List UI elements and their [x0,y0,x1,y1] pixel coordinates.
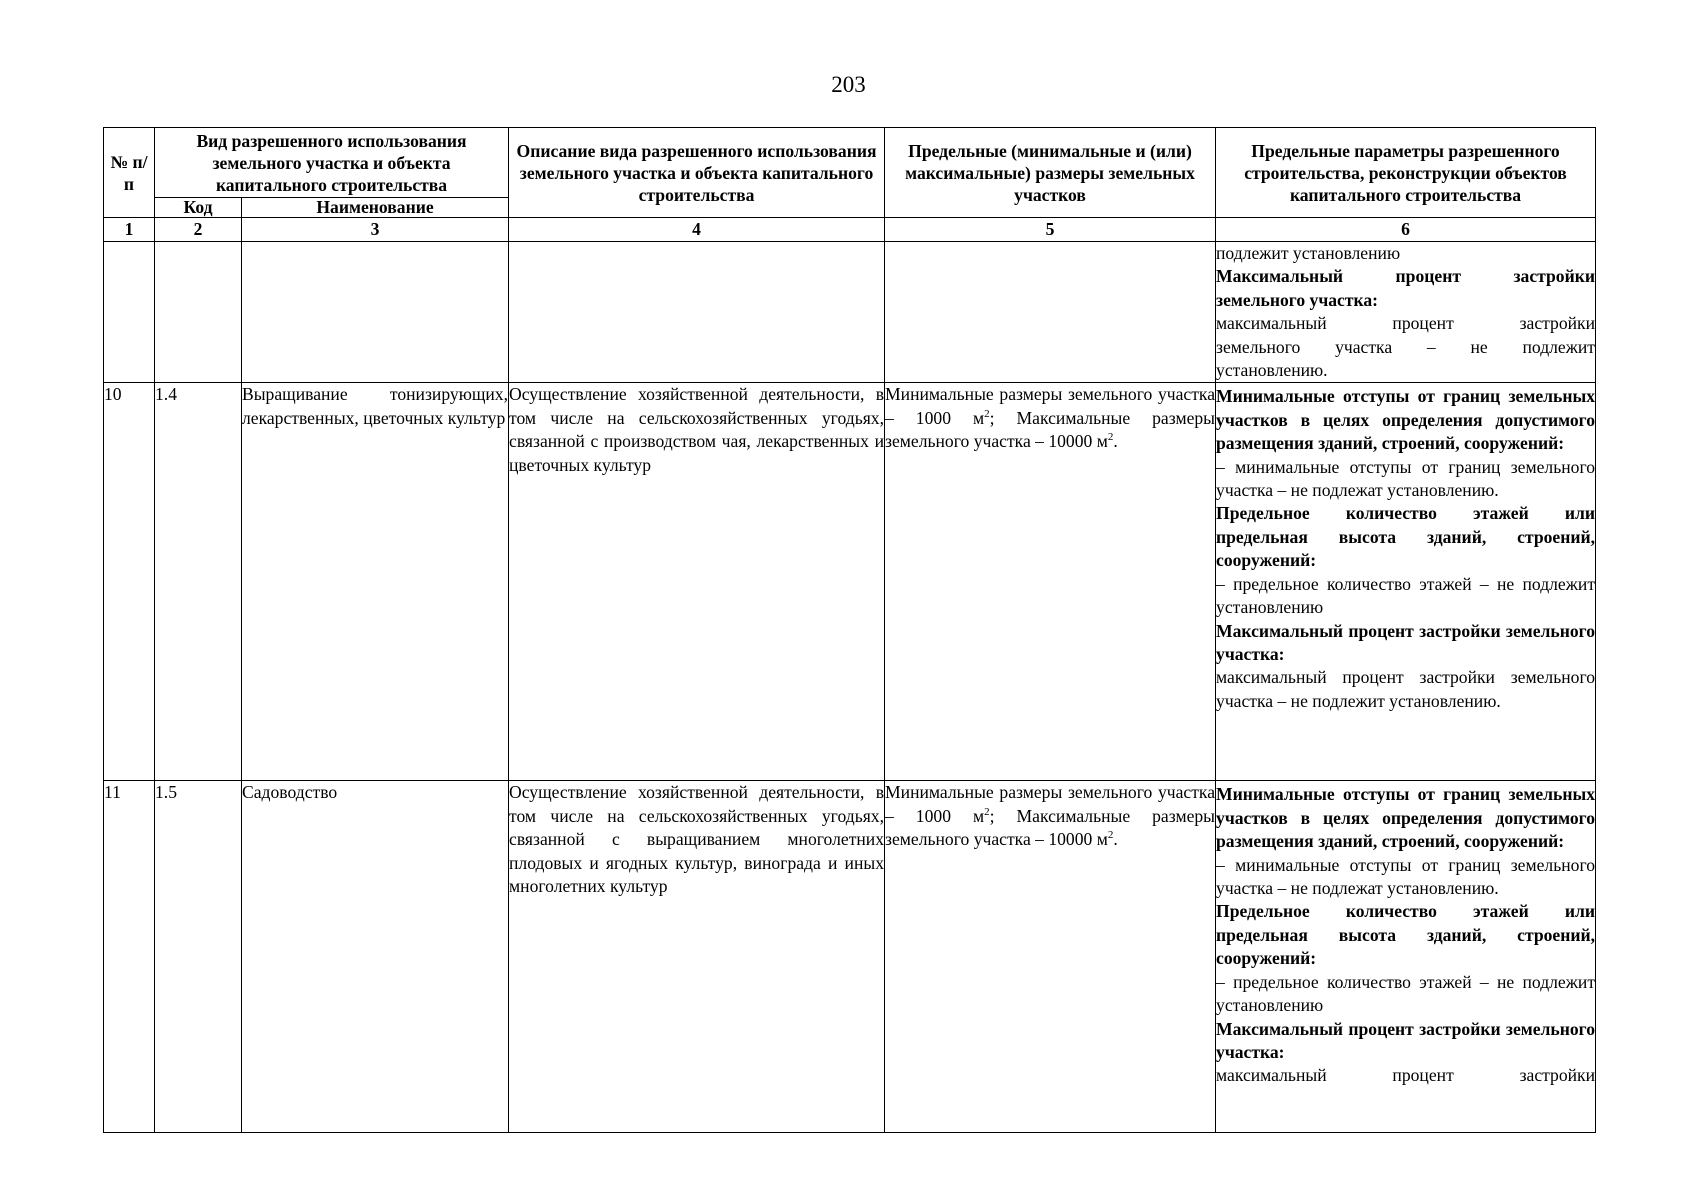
continuation-line: максимальный процент застройки [1216,313,1596,334]
max-size-text: Максимальные размеры земельного участка – 10000 м [885,407,1216,452]
row-sizes [885,781,1216,1133]
row-params [1216,781,1596,1133]
min-size-text: Минимальные размеры земельного участка – 1000 м [885,782,1216,826]
floors-title: Предельное количество этажей или предельная высота зданий, строений, сооружений: [1216,901,1596,969]
min-size-sup: 2 [984,805,990,818]
header-params: Предельные параметры разрешенного строительства, реконструкции объектов капитального строительства [1216,128,1596,218]
coverage-title: Максимальный процент застройки земельного участка: [1216,1018,1596,1062]
header-num: № п/п [104,128,155,218]
row-description: Осуществление хозяйственной деятельности, в том числе на сельскохозяйственных угодьях, связанной с производством чая, лекарственных и цветочных культур [509,383,885,781]
setbacks-text: – минимальные отступы от границ земельного участка – не подлежат установлению. [1216,854,1596,899]
land-use-table [103,127,1596,1133]
continuation-line: подлежит установлению [1216,243,1401,263]
floors-title: Предельное количество этажей или предельная высота зданий, строений, сооружений: [1216,503,1596,571]
header-name: Наименование [242,198,509,218]
row-sizes [885,383,1216,781]
coverage-text: максимальный процент застройки земельного участка – не подлежит установлению. [1216,667,1596,711]
table-row [104,781,1596,1133]
continuation-line: установлению. [1216,360,1328,381]
max-size-end: . [1113,431,1118,452]
row-num: 10 [104,383,155,781]
max-size-sup: 2 [1107,431,1114,444]
coverage-text: максимальный процент застройки [1216,1065,1596,1086]
header-sizes: Предельные (минимальные и (или) максимальные) размеры земельных участков [885,128,1216,218]
params-cell-continuation [1216,242,1596,383]
column-number: 4 [509,218,885,242]
header-code: Код [155,198,242,218]
min-size-end: ; [989,805,995,826]
row-code: 1.5 [155,781,242,1133]
max-size-sup: 2 [1107,829,1114,842]
continuation-line: Максимальный процент застройки [1216,266,1596,287]
page-number: 203 [831,72,866,97]
row-description: Осуществление хозяйственной деятельности, в том числе на сельскохозяйственных угодьях, связанной с выращиванием многолетних плодовых и ягодных культур, винограда и иных многолетних культур [509,781,885,1133]
max-size-text: Максимальные размеры земельного участка – 10000 м [885,805,1216,850]
header-description: Описание вида разрешенного использования земельного участка и объекта капитального строительства [509,128,885,218]
floors-text: – предельное количество этажей – не подлежит установлению [1216,971,1596,1016]
min-size-sup: 2 [984,407,990,420]
row-name: Садоводство [242,781,509,1133]
row-name: Выращивание тонизирующих, лекарственных, цветочных культур [242,383,509,781]
min-size-end: ; [989,407,995,428]
row-code: 1.4 [155,383,242,781]
continuation-line: земельного участка – не подлежит [1216,336,1596,357]
column-number: 3 [242,218,509,242]
coverage-title: Максимальный процент застройки земельного участка: [1216,620,1596,664]
column-number: 5 [885,218,1216,242]
column-number: 1 [104,218,155,242]
table-row-continuation [104,242,1596,383]
column-number: 2 [155,218,242,242]
max-size-end: . [1113,829,1118,850]
row-params [1216,383,1596,781]
floors-text: – предельное количество этажей – не подлежит установлению [1216,573,1596,618]
setbacks-text: – минимальные отступы от границ земельного участка – не подлежат установлению. [1216,456,1596,501]
min-size-text: Минимальные размеры земельного участка – 1000 м [885,384,1216,428]
setbacks-title: Минимальные отступы от границ земельных участков в целях определения допустимого размещения зданий, строений, сооружений: [1216,784,1596,852]
setbacks-title: Минимальные отступы от границ земельных участков в целях определения допустимого размещения зданий, строений, сооружений: [1216,386,1596,454]
column-number: 6 [1216,218,1596,242]
table-row [104,383,1596,781]
row-num: 11 [104,781,155,1133]
continuation-line: земельного участка: [1216,289,1379,310]
header-type-group: Вид разрешенного использования земельного участка и объекта капитального строительства [155,128,509,198]
